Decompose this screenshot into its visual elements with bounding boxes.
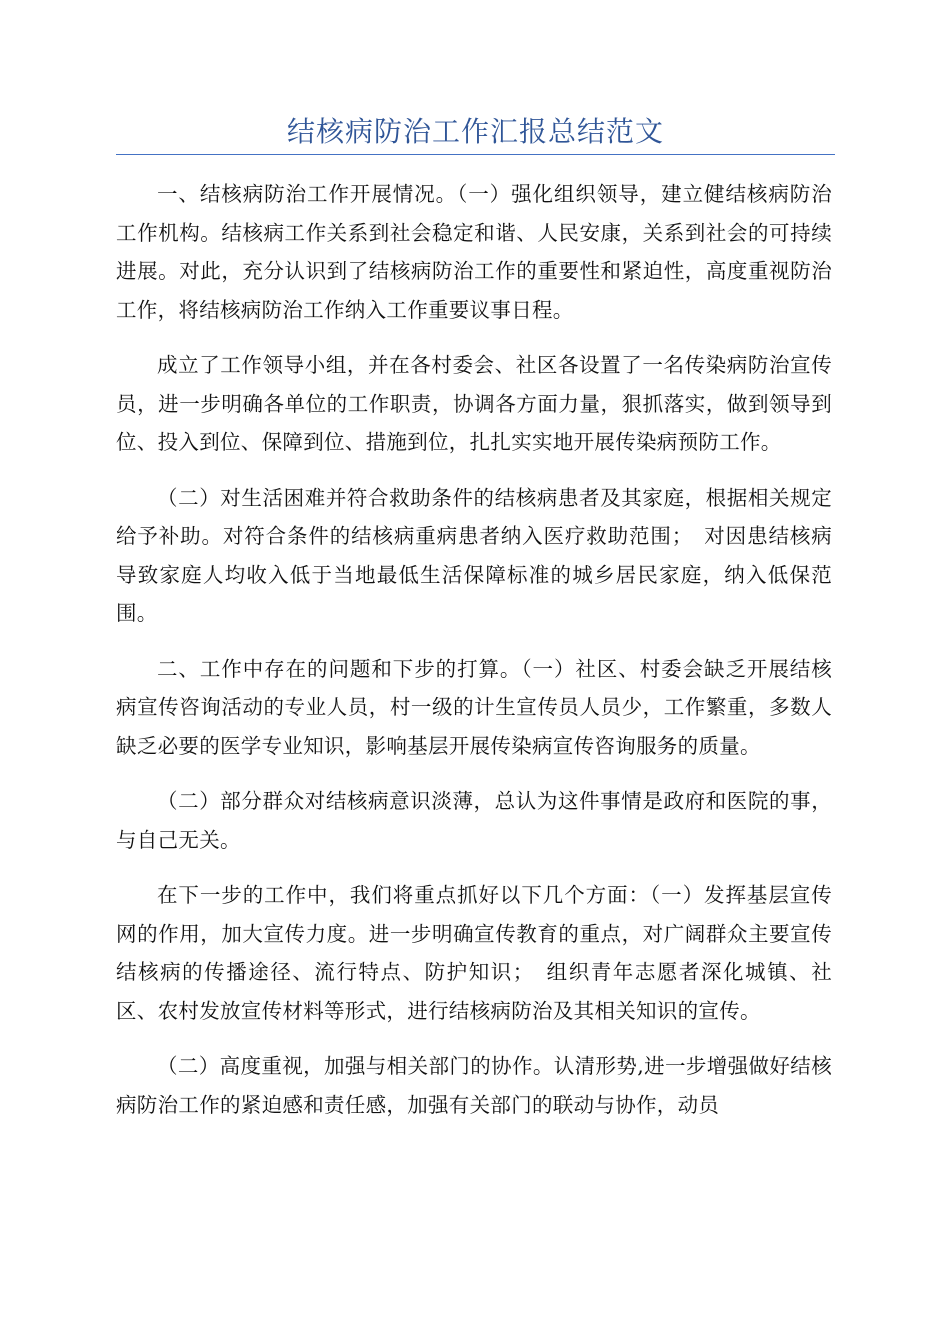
paragraph-3: （二）对生活困难并符合救助条件的结核病患者及其家庭，根据相关规定给予补助。对符合条件的结核病重病患者纳入医疗救助范围； 对因患结核病导致家庭人均收入低于当地最低生活保障标准的城乡居民家庭，纳入低保范围。 <box>116 485 832 625</box>
document-body <box>116 175 832 1141</box>
paragraph-5: （二）部分群众对结核病意识淡薄，总认为这件事情是政府和医院的事，与自己无关。 <box>116 789 832 852</box>
paragraph-7: （二）高度重视，加强与相关部门的协作。认清形势,进一步增强做好结核病防治工作的紧迫感和责任感，加强有关部门的联动与协作，动员 <box>116 1054 832 1117</box>
paragraph-6: 在下一步的工作中，我们将重点抓好以下几个方面：（一）发挥基层宣传网的作用，加大宣传力度。进一步明确宣传教育的重点，对广阔群众主要宣传结核病的传播途径、流行特点、防护知识； 组织青年志愿者深化城镇、社区、农村发放宣传材料等形式，进行结核病防治及其相关知识的宣传。 <box>116 883 832 1023</box>
paragraph-4: 二、工作中存在的问题和下步的打算。（一）社区、村委会缺乏开展结核病宣传咨询活动的专业人员，村一级的计生宣传员人员少，工作繁重，多数人缺乏必要的医学专业知识，影响基层开展传染病宣传咨询服务的质量。 <box>116 656 832 758</box>
paragraph-1: 一、结核病防治工作开展情况。（一）强化组织领导，建立健结核病防治工作机构。结核病工作关系到社会稳定和谐、人民安康，关系到社会的可持续进展。对此，充分认识到了结核病防治工作的重要性和紧迫性，高度重视防治工作，将结核病防治工作纳入工作重要议事日程。 <box>116 182 832 322</box>
title-underline <box>116 154 835 155</box>
document-title: 结核病防治工作汇报总结范文 <box>286 115 664 148</box>
paragraph-2: 成立了工作领导小组，并在各村委会、社区各设置了一名传染病防治宣传员，进一步明确各单位的工作职责，协调各方面力量，狠抓落实，做到领导到位、投入到位、保障到位、措施到位，扎扎实实地开展传染病预防工作。 <box>116 353 832 454</box>
